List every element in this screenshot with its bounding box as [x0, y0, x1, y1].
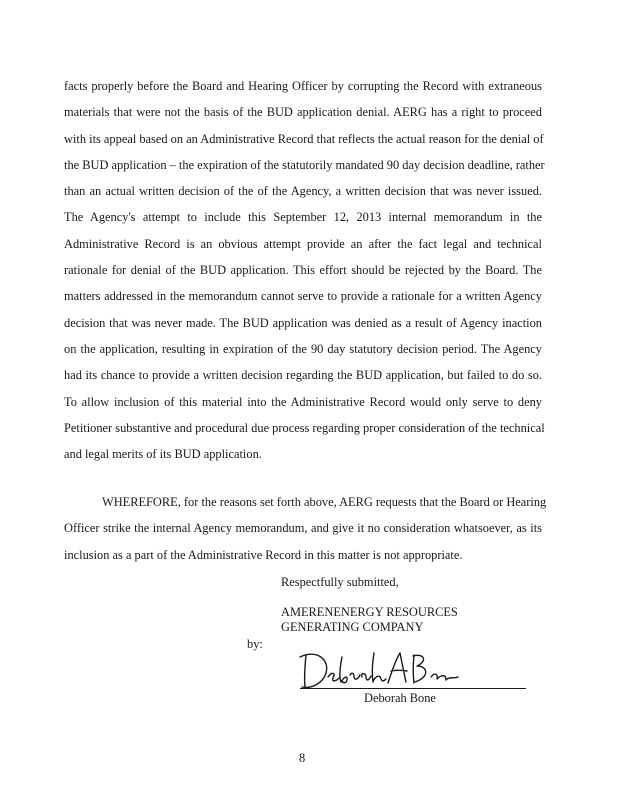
text-line: than an actual written decision of the of the Agency, a written decision that was never issued.: [64, 184, 542, 199]
by-label: by:: [247, 637, 263, 651]
company-name-line-1: AMERENENERGY RESOURCES: [281, 605, 458, 619]
page-number: 8: [299, 751, 306, 765]
signer-name: Deborah Bone: [364, 691, 436, 705]
text-line: Officer strike the internal Agency memorandum, and give it no consideration whatsoever, as its: [64, 521, 542, 536]
text-line: decision that was never made. The BUD application was denied as a result of Agency inaction: [64, 315, 542, 330]
text-line: WHEREFORE, for the reasons set forth above, AERG requests that the Board or Hearing: [102, 495, 547, 509]
text-line: The Agency's attempt to include this September 12, 2013 internal memorandum in the: [64, 210, 542, 225]
signature-line: [300, 688, 526, 689]
closing-salutation: Respectfully submitted,: [281, 575, 399, 589]
text-line: Administrative Record is an obvious attempt provide an after the fact legal and technical: [64, 236, 542, 251]
text-line: materials that were not the basis of the BUD application denial. AERG has a right to proceed: [64, 105, 542, 120]
text-line: the BUD application – the expiration of the statutorily mandated 90 day decision deadline, rather: [64, 157, 545, 172]
text-line: rationale for denial of the BUD application. This effort should be rejected by the Board. The: [64, 263, 542, 278]
paragraph-argument: [64, 73, 545, 467]
text-line: facts properly before the Board and Hearing Officer by corrupting the Record with extraneous: [64, 79, 542, 93]
company-name-line-2: GENERATING COMPANY: [281, 620, 424, 634]
text-line: and legal merits of its BUD application.: [64, 447, 262, 462]
text-line: with its appeal based on an Administrative Record that reflects the actual reason for the denial of: [64, 131, 544, 146]
text-line: on the application, resulting in expiration of the 90 day statutory decision period. The Agency: [64, 341, 542, 356]
text-line: Petitioner substantive and procedural due process regarding proper consideration of the technical: [64, 420, 545, 435]
text-line: inclusion as a part of the Administrative Record in this matter is not appropriate.: [64, 547, 463, 562]
text-line: matters addressed in the memorandum cannot serve to provide a rationale for a written Agency: [64, 289, 542, 304]
text-line: had its chance to provide a written decision regarding the BUD application, but failed to do so.: [64, 368, 542, 383]
paragraph-wherefore: [64, 489, 547, 568]
text-line: To allow inclusion of this material into the Administrative Record would only serve to deny: [64, 394, 542, 409]
